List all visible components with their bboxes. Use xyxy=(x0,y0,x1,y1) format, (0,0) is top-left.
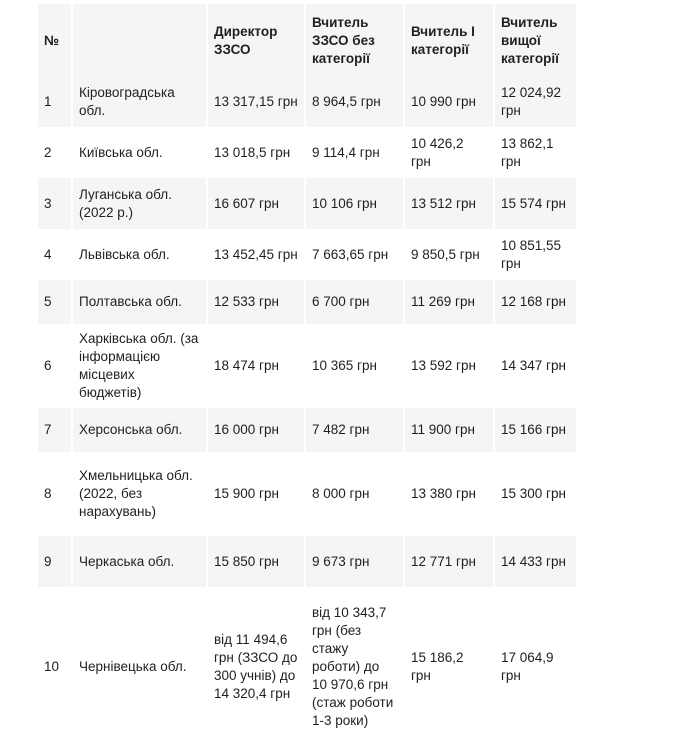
director-salary-cell: 12 533 грн xyxy=(208,280,304,324)
region-cell: Херсонська обл. xyxy=(73,408,206,452)
header-director: Директор ЗЗСО xyxy=(208,4,304,76)
table-row xyxy=(38,229,576,280)
teacher-highest-category-cell: 17 064,9 грн xyxy=(495,587,576,747)
table-body xyxy=(38,76,576,747)
teacher-no-category-cell: 8 964,5 грн xyxy=(306,76,403,127)
row-number: 7 xyxy=(38,408,71,452)
teacher-no-category-cell: 9 673 грн xyxy=(306,536,403,587)
table-row xyxy=(38,76,576,127)
teacher-highest-category-cell: 14 433 грн xyxy=(495,536,576,587)
teacher-first-category-cell: 12 771 грн xyxy=(405,536,493,587)
teacher-no-category-cell: 7 663,65 грн xyxy=(306,229,403,280)
teacher-first-category-cell: 10 990 грн xyxy=(405,76,493,127)
header-row xyxy=(38,4,576,76)
teacher-highest-category-cell: 10 851,55 грн xyxy=(495,229,576,280)
salary-table-container xyxy=(36,4,576,747)
table-row xyxy=(38,178,576,229)
salary-table xyxy=(36,4,578,747)
teacher-first-category-cell: 11 269 грн xyxy=(405,280,493,324)
table-row xyxy=(38,127,576,178)
region-cell: Полтавська обл. xyxy=(73,280,206,324)
table-row xyxy=(38,587,576,747)
row-number: 10 xyxy=(38,587,71,747)
director-salary-cell: 16 607 грн xyxy=(208,178,304,229)
teacher-no-category-cell: 8 000 грн xyxy=(306,452,403,536)
region-cell: Черкаська обл. xyxy=(73,536,206,587)
row-number: 3 xyxy=(38,178,71,229)
director-salary-cell: 13 317,15 грн xyxy=(208,76,304,127)
teacher-first-category-cell: 13 380 грн xyxy=(405,452,493,536)
teacher-no-category-cell: 9 114,4 грн xyxy=(306,127,403,178)
header-teacher-no-category: Вчитель ЗЗСО без категорії xyxy=(306,4,403,76)
teacher-highest-category-cell: 12 024,92 грн xyxy=(495,76,576,127)
teacher-no-category-cell: 6 700 грн xyxy=(306,280,403,324)
teacher-first-category-cell: 10 426,2 грн xyxy=(405,127,493,178)
region-cell: Чернівецька обл. xyxy=(73,587,206,747)
teacher-first-category-cell: 15 186,2 грн xyxy=(405,587,493,747)
row-number: 8 xyxy=(38,452,71,536)
teacher-no-category-cell: 10 106 грн xyxy=(306,178,403,229)
row-number: 2 xyxy=(38,127,71,178)
table-row xyxy=(38,324,576,408)
director-salary-cell: 18 474 грн xyxy=(208,324,304,408)
table-row xyxy=(38,452,576,536)
header-teacher-highest-category: Вчитель вищої категорії xyxy=(495,4,576,76)
teacher-highest-category-cell: 13 862,1 грн xyxy=(495,127,576,178)
director-salary-cell: 13 452,45 грн xyxy=(208,229,304,280)
row-number: 9 xyxy=(38,536,71,587)
teacher-highest-category-cell: 14 347 грн xyxy=(495,324,576,408)
row-number: 5 xyxy=(38,280,71,324)
header-region xyxy=(73,4,206,76)
table-row xyxy=(38,536,576,587)
region-cell: Хмельницька обл. (2022, без нарахувань) xyxy=(73,452,206,536)
region-cell: Харківська обл. (за інформацією місцевих бюджетів) xyxy=(73,324,206,408)
director-salary-cell: 15 900 грн xyxy=(208,452,304,536)
teacher-no-category-cell: 7 482 грн xyxy=(306,408,403,452)
table-row xyxy=(38,408,576,452)
director-salary-cell: 15 850 грн xyxy=(208,536,304,587)
header-teacher-first-category: Вчитель I категорії xyxy=(405,4,493,76)
director-salary-cell: 13 018,5 грн xyxy=(208,127,304,178)
row-number: 4 xyxy=(38,229,71,280)
teacher-highest-category-cell: 12 168 грн xyxy=(495,280,576,324)
teacher-first-category-cell: 11 900 грн xyxy=(405,408,493,452)
teacher-no-category-cell: від 10 343,7 грн (без стажу роботи) до 10 970,6 грн (стаж роботи 1-3 роки) xyxy=(306,587,403,747)
row-number: 1 xyxy=(38,76,71,127)
row-number: 6 xyxy=(38,324,71,408)
director-salary-cell: від 11 494,6 грн (ЗЗСО до 300 учнів) до 14 320,4 грн xyxy=(208,587,304,747)
table-row xyxy=(38,280,576,324)
teacher-highest-category-cell: 15 166 грн xyxy=(495,408,576,452)
region-cell: Львівська обл. xyxy=(73,229,206,280)
teacher-first-category-cell: 13 592 грн xyxy=(405,324,493,408)
region-cell: Луганська обл. (2022 р.) xyxy=(73,178,206,229)
header-number: № xyxy=(38,4,71,76)
teacher-first-category-cell: 9 850,5 грн xyxy=(405,229,493,280)
teacher-highest-category-cell: 15 574 грн xyxy=(495,178,576,229)
region-cell: Кіровоградська обл. xyxy=(73,76,206,127)
region-cell: Київська обл. xyxy=(73,127,206,178)
teacher-no-category-cell: 10 365 грн xyxy=(306,324,403,408)
director-salary-cell: 16 000 грн xyxy=(208,408,304,452)
table-header xyxy=(38,4,576,76)
teacher-highest-category-cell: 15 300 грн xyxy=(495,452,576,536)
teacher-first-category-cell: 13 512 грн xyxy=(405,178,493,229)
